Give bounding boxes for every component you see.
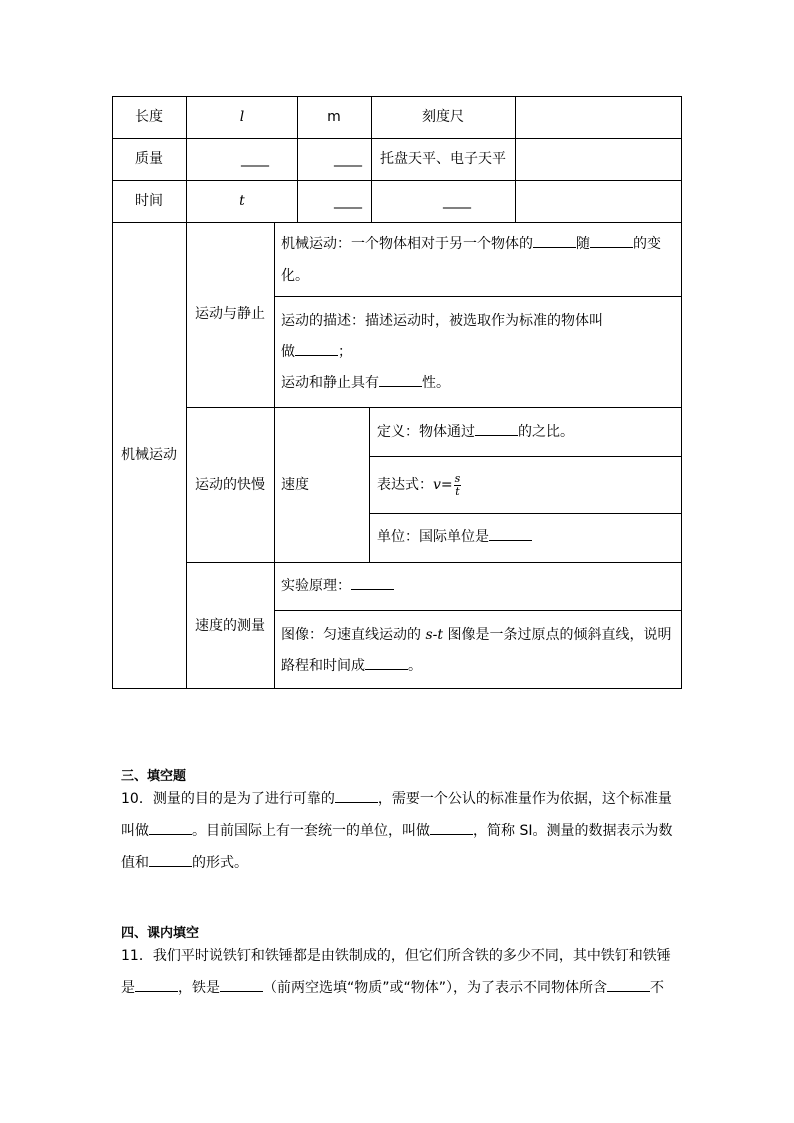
section-4-heading: 四、课内填空: [121, 926, 200, 941]
answer-blank: [379, 369, 422, 387]
question-11: [121, 940, 677, 1004]
speed-section-label: 运动的快慢: [195, 477, 265, 493]
speed-unit: 单位：国际单位是: [377, 522, 532, 552]
answer-blank: [135, 974, 178, 992]
row-mass-quantity: 质量: [135, 151, 163, 167]
answer-blank: [590, 230, 633, 248]
speed-expression: 表达式：v= $\frac{s}{t}$: [377, 471, 461, 498]
answer-blank: [149, 849, 192, 867]
answer-blank: [149, 817, 192, 835]
graph-description-line1: 图像：匀速直线运动的 s-t 图像是一条过原点的倾斜直线，说明: [281, 627, 672, 643]
row-time-quantity: 时间: [135, 193, 163, 209]
row-mass-symbol-blank: ____: [241, 151, 269, 167]
question-10: [121, 783, 677, 879]
answer-blank: [430, 817, 473, 835]
question-11-line1: 11．我们平时说铁钉和铁锤都是由铁制成的，但它们所含铁的多少不同，其中铁钉和铁锤: [121, 948, 671, 964]
mech-motion-definition-line1: 机械运动：一个物体相对于另一个物体的 随 的变: [281, 229, 661, 259]
motion-description-line1: 运动的描述：描述运动时，被选取作为标准的物体叫: [281, 313, 603, 329]
motion-description-line2: 做 ；: [281, 337, 352, 367]
answer-blank: [607, 974, 650, 992]
speed-label: 速度: [281, 477, 309, 493]
question-10-line1: 10．测量的目的是为了进行可靠的 ，需要一个公认的标准量作为依据，这个标准量: [121, 783, 677, 815]
row-length-unit: m: [327, 109, 341, 125]
motion-relativity-line: 运动和静止具有 性。: [281, 368, 450, 398]
answer-blank: [335, 785, 378, 803]
row-time-symbol: t: [239, 193, 245, 209]
answer-blank: [533, 230, 576, 248]
experiment-principle: 实验原理：: [281, 571, 394, 601]
question-11-line2: 是 ，铁是 （前两空选填“物质”或“物体”），为了表示不同物体所含 不: [121, 972, 677, 1004]
row-mass-tool: 托盘天平、电子天平: [380, 151, 506, 167]
row-time-unit-blank: ____: [334, 193, 362, 209]
speed-definition: 定义：物体通过 的之比。: [377, 417, 574, 447]
graph-description-line2: 路程和时间成 。: [281, 651, 422, 681]
row-length-tool: 刻度尺: [422, 109, 464, 125]
row-length-quantity: 长度: [135, 109, 163, 125]
answer-blank: [489, 523, 532, 541]
row-length-symbol: l: [239, 109, 245, 125]
motion-rest-label: 运动与静止: [195, 306, 265, 322]
question-10-line3: 值和 的形式。: [121, 847, 677, 879]
answer-blank: [351, 572, 394, 590]
mech-motion-label: 机械运动: [121, 447, 177, 463]
answer-blank: [295, 338, 338, 356]
answer-blank: [220, 974, 263, 992]
answer-blank: [365, 652, 408, 670]
mech-motion-definition-line2: 化。: [281, 268, 309, 284]
row-mass-unit-blank: ____: [334, 151, 362, 167]
speed-measurement-label: 速度的测量: [195, 618, 265, 634]
speed-formula-fraction: $\frac{s}{t}$: [454, 471, 461, 498]
row-time-tool-blank: ____: [443, 193, 471, 209]
answer-blank: [475, 418, 518, 436]
section-3-heading: 三、填空题: [121, 769, 187, 784]
question-10-line2: 叫做 。目前国际上有一套统一的单位，叫做 ，简称 SI。测量的数据表示为数: [121, 815, 677, 847]
